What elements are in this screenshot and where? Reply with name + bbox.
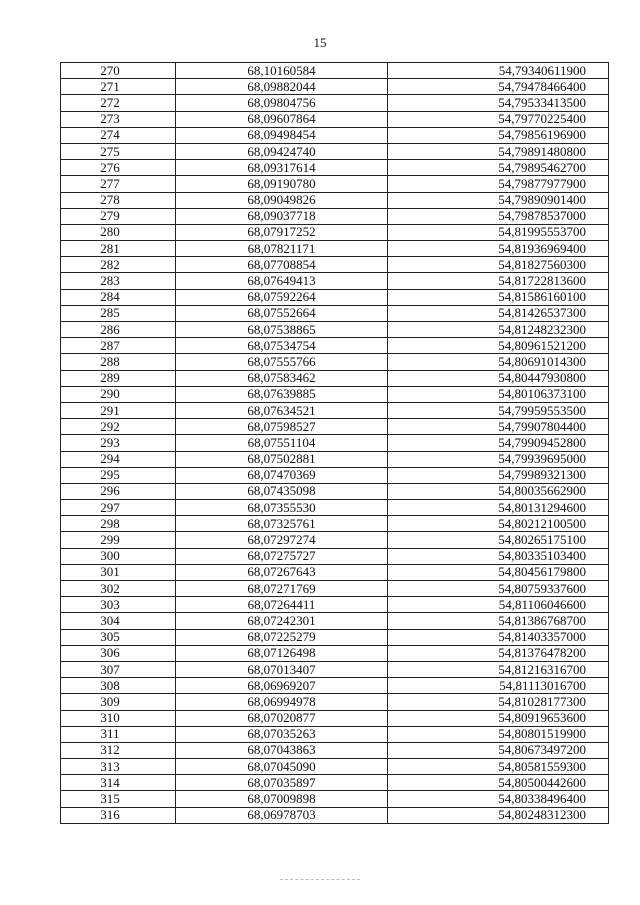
table-row xyxy=(61,419,609,435)
point-number-cell: 280 xyxy=(61,224,176,240)
y-coordinate-cell: 54,80456179800 xyxy=(388,564,609,580)
x-coordinate-cell: 68,07634521 xyxy=(176,402,388,418)
point-number-cell: 287 xyxy=(61,338,176,354)
table-row xyxy=(61,305,609,321)
x-coordinate-cell: 68,07649413 xyxy=(176,273,388,289)
table-row xyxy=(61,613,609,629)
y-coordinate-cell: 54,79891480800 xyxy=(388,143,609,159)
y-coordinate-cell: 54,79478466400 xyxy=(388,79,609,95)
point-number-cell: 281 xyxy=(61,241,176,257)
y-coordinate-cell: 54,80131294600 xyxy=(388,500,609,516)
x-coordinate-cell: 68,09317614 xyxy=(176,160,388,176)
x-coordinate-cell: 68,06978703 xyxy=(176,807,388,823)
point-number-cell: 282 xyxy=(61,257,176,273)
point-number-cell: 270 xyxy=(61,63,176,79)
y-coordinate-cell: 54,81403357000 xyxy=(388,629,609,645)
y-coordinate-cell: 54,81376478200 xyxy=(388,645,609,661)
table-row xyxy=(61,257,609,273)
table-row xyxy=(61,710,609,726)
x-coordinate-cell: 68,07538865 xyxy=(176,322,388,338)
point-number-cell: 288 xyxy=(61,354,176,370)
y-coordinate-cell: 54,80919653600 xyxy=(388,710,609,726)
point-number-cell: 311 xyxy=(61,726,176,742)
table-row xyxy=(61,483,609,499)
y-coordinate-cell: 54,80673497200 xyxy=(388,742,609,758)
point-number-cell: 301 xyxy=(61,564,176,580)
point-number-cell: 306 xyxy=(61,645,176,661)
y-coordinate-cell: 54,79770225400 xyxy=(388,111,609,127)
x-coordinate-cell: 68,07043863 xyxy=(176,742,388,758)
table-row xyxy=(61,63,609,79)
y-coordinate-cell: 54,80248312300 xyxy=(388,807,609,823)
y-coordinate-cell: 54,81028177300 xyxy=(388,694,609,710)
y-coordinate-cell: 54,79959553500 xyxy=(388,402,609,418)
y-coordinate-cell: 54,81106046600 xyxy=(388,597,609,613)
point-number-cell: 294 xyxy=(61,451,176,467)
table-row xyxy=(61,273,609,289)
table-row xyxy=(61,192,609,208)
x-coordinate-cell: 68,07013407 xyxy=(176,661,388,677)
table-row xyxy=(61,208,609,224)
x-coordinate-cell: 68,09424740 xyxy=(176,143,388,159)
point-number-cell: 300 xyxy=(61,548,176,564)
point-number-cell: 276 xyxy=(61,160,176,176)
table-row xyxy=(61,176,609,192)
x-coordinate-cell: 68,09190780 xyxy=(176,176,388,192)
table-row xyxy=(61,645,609,661)
y-coordinate-cell: 54,81586160100 xyxy=(388,289,609,305)
table-row xyxy=(61,661,609,677)
point-number-cell: 295 xyxy=(61,467,176,483)
x-coordinate-cell: 68,07708854 xyxy=(176,257,388,273)
x-coordinate-cell: 68,07020877 xyxy=(176,710,388,726)
point-number-cell: 271 xyxy=(61,79,176,95)
y-coordinate-cell: 54,79878537000 xyxy=(388,208,609,224)
x-coordinate-cell: 68,09049826 xyxy=(176,192,388,208)
y-coordinate-cell: 54,79890901400 xyxy=(388,192,609,208)
point-number-cell: 279 xyxy=(61,208,176,224)
x-coordinate-cell: 68,07917252 xyxy=(176,224,388,240)
table-row xyxy=(61,143,609,159)
x-coordinate-cell: 68,07009898 xyxy=(176,791,388,807)
point-number-cell: 303 xyxy=(61,597,176,613)
y-coordinate-cell: 54,79907804400 xyxy=(388,419,609,435)
x-coordinate-cell: 68,07470369 xyxy=(176,467,388,483)
table-row xyxy=(61,597,609,613)
x-coordinate-cell: 68,09037718 xyxy=(176,208,388,224)
x-coordinate-cell: 68,09804756 xyxy=(176,95,388,111)
point-number-cell: 310 xyxy=(61,710,176,726)
page-number: 15 xyxy=(313,35,327,50)
point-number-cell: 312 xyxy=(61,742,176,758)
table-row xyxy=(61,111,609,127)
x-coordinate-cell: 68,07583462 xyxy=(176,370,388,386)
x-coordinate-cell: 68,07502881 xyxy=(176,451,388,467)
x-coordinate-cell: 68,09607864 xyxy=(176,111,388,127)
y-coordinate-cell: 54,81216316700 xyxy=(388,661,609,677)
coordinates-table-body xyxy=(61,63,609,824)
y-coordinate-cell: 54,79877977900 xyxy=(388,176,609,192)
point-number-cell: 272 xyxy=(61,95,176,111)
coordinates-table xyxy=(60,62,609,824)
point-number-cell: 289 xyxy=(61,370,176,386)
x-coordinate-cell: 68,10160584 xyxy=(176,63,388,79)
table-row xyxy=(61,791,609,807)
x-coordinate-cell: 68,07271769 xyxy=(176,581,388,597)
x-coordinate-cell: 68,07551104 xyxy=(176,435,388,451)
table-row xyxy=(61,759,609,775)
point-number-cell: 307 xyxy=(61,661,176,677)
point-number-cell: 286 xyxy=(61,322,176,338)
table-row xyxy=(61,500,609,516)
x-coordinate-cell: 68,07297274 xyxy=(176,532,388,548)
point-number-cell: 275 xyxy=(61,143,176,159)
point-number-cell: 305 xyxy=(61,629,176,645)
y-coordinate-cell: 54,80335103400 xyxy=(388,548,609,564)
point-number-cell: 315 xyxy=(61,791,176,807)
table-row xyxy=(61,224,609,240)
y-coordinate-cell: 54,80212100500 xyxy=(388,516,609,532)
x-coordinate-cell: 68,07264411 xyxy=(176,597,388,613)
point-number-cell: 314 xyxy=(61,775,176,791)
table-row xyxy=(61,402,609,418)
point-number-cell: 298 xyxy=(61,516,176,532)
y-coordinate-cell: 54,81386768700 xyxy=(388,613,609,629)
y-coordinate-cell: 54,79939695000 xyxy=(388,451,609,467)
x-coordinate-cell: 68,07355530 xyxy=(176,500,388,516)
table-row xyxy=(61,127,609,143)
point-number-cell: 304 xyxy=(61,613,176,629)
table-row xyxy=(61,807,609,823)
x-coordinate-cell: 68,07435098 xyxy=(176,483,388,499)
point-number-cell: 297 xyxy=(61,500,176,516)
point-number-cell: 302 xyxy=(61,581,176,597)
y-coordinate-cell: 54,80265175100 xyxy=(388,532,609,548)
x-coordinate-cell: 68,07242301 xyxy=(176,613,388,629)
y-coordinate-cell: 54,81995553700 xyxy=(388,224,609,240)
y-coordinate-cell: 54,80961521200 xyxy=(388,338,609,354)
point-number-cell: 285 xyxy=(61,305,176,321)
table-row xyxy=(61,678,609,694)
table-row xyxy=(61,742,609,758)
x-coordinate-cell: 68,07639885 xyxy=(176,386,388,402)
x-coordinate-cell: 68,07267643 xyxy=(176,564,388,580)
x-coordinate-cell: 68,07225279 xyxy=(176,629,388,645)
y-coordinate-cell: 54,81426537300 xyxy=(388,305,609,321)
x-coordinate-cell: 68,09882044 xyxy=(176,79,388,95)
table-row xyxy=(61,516,609,532)
table-row xyxy=(61,370,609,386)
table-row xyxy=(61,467,609,483)
point-number-cell: 309 xyxy=(61,694,176,710)
x-coordinate-cell: 68,07555766 xyxy=(176,354,388,370)
y-coordinate-cell: 54,80106373100 xyxy=(388,386,609,402)
table-row xyxy=(61,338,609,354)
y-coordinate-cell: 54,80500442600 xyxy=(388,775,609,791)
x-coordinate-cell: 68,07035897 xyxy=(176,775,388,791)
point-number-cell: 278 xyxy=(61,192,176,208)
point-number-cell: 308 xyxy=(61,678,176,694)
footer-divider xyxy=(280,879,360,880)
x-coordinate-cell: 68,06969207 xyxy=(176,678,388,694)
table-row xyxy=(61,451,609,467)
x-coordinate-cell: 68,07534754 xyxy=(176,338,388,354)
y-coordinate-cell: 54,80447930800 xyxy=(388,370,609,386)
table-row xyxy=(61,726,609,742)
y-coordinate-cell: 54,81722813600 xyxy=(388,273,609,289)
table-row xyxy=(61,775,609,791)
table-row xyxy=(61,386,609,402)
x-coordinate-cell: 68,07592264 xyxy=(176,289,388,305)
point-number-cell: 290 xyxy=(61,386,176,402)
y-coordinate-cell: 54,79895462700 xyxy=(388,160,609,176)
table-row xyxy=(61,564,609,580)
y-coordinate-cell: 54,79909452800 xyxy=(388,435,609,451)
table-row xyxy=(61,435,609,451)
table-row xyxy=(61,79,609,95)
table-row xyxy=(61,548,609,564)
x-coordinate-cell: 68,07821171 xyxy=(176,241,388,257)
point-number-cell: 299 xyxy=(61,532,176,548)
table-row xyxy=(61,354,609,370)
y-coordinate-cell: 54,79340611900 xyxy=(388,63,609,79)
x-coordinate-cell: 68,07126498 xyxy=(176,645,388,661)
x-coordinate-cell: 68,07325761 xyxy=(176,516,388,532)
y-coordinate-cell: 54,80691014300 xyxy=(388,354,609,370)
point-number-cell: 291 xyxy=(61,402,176,418)
x-coordinate-cell: 68,07275727 xyxy=(176,548,388,564)
table-row xyxy=(61,95,609,111)
point-number-cell: 277 xyxy=(61,176,176,192)
y-coordinate-cell: 54,81827560300 xyxy=(388,257,609,273)
y-coordinate-cell: 54,81113016700 xyxy=(388,678,609,694)
point-number-cell: 316 xyxy=(61,807,176,823)
y-coordinate-cell: 54,80801519900 xyxy=(388,726,609,742)
point-number-cell: 273 xyxy=(61,111,176,127)
table-row xyxy=(61,160,609,176)
x-coordinate-cell: 68,07598527 xyxy=(176,419,388,435)
table-row xyxy=(61,581,609,597)
point-number-cell: 296 xyxy=(61,483,176,499)
x-coordinate-cell: 68,09498454 xyxy=(176,127,388,143)
x-coordinate-cell: 68,07035263 xyxy=(176,726,388,742)
point-number-cell: 274 xyxy=(61,127,176,143)
x-coordinate-cell: 68,07552664 xyxy=(176,305,388,321)
y-coordinate-cell: 54,80581559300 xyxy=(388,759,609,775)
y-coordinate-cell: 54,80338496400 xyxy=(388,791,609,807)
y-coordinate-cell: 54,79856196900 xyxy=(388,127,609,143)
point-number-cell: 283 xyxy=(61,273,176,289)
y-coordinate-cell: 54,81936969400 xyxy=(388,241,609,257)
point-number-cell: 313 xyxy=(61,759,176,775)
y-coordinate-cell: 54,79989321300 xyxy=(388,467,609,483)
x-coordinate-cell: 68,06994978 xyxy=(176,694,388,710)
y-coordinate-cell: 54,79533413500 xyxy=(388,95,609,111)
table-row xyxy=(61,322,609,338)
table-row xyxy=(61,289,609,305)
table-row xyxy=(61,532,609,548)
point-number-cell: 293 xyxy=(61,435,176,451)
x-coordinate-cell: 68,07045090 xyxy=(176,759,388,775)
y-coordinate-cell: 54,80035662900 xyxy=(388,483,609,499)
table-row xyxy=(61,241,609,257)
table-row xyxy=(61,694,609,710)
y-coordinate-cell: 54,80759337600 xyxy=(388,581,609,597)
point-number-cell: 292 xyxy=(61,419,176,435)
point-number-cell: 284 xyxy=(61,289,176,305)
y-coordinate-cell: 54,81248232300 xyxy=(388,322,609,338)
table-row xyxy=(61,629,609,645)
